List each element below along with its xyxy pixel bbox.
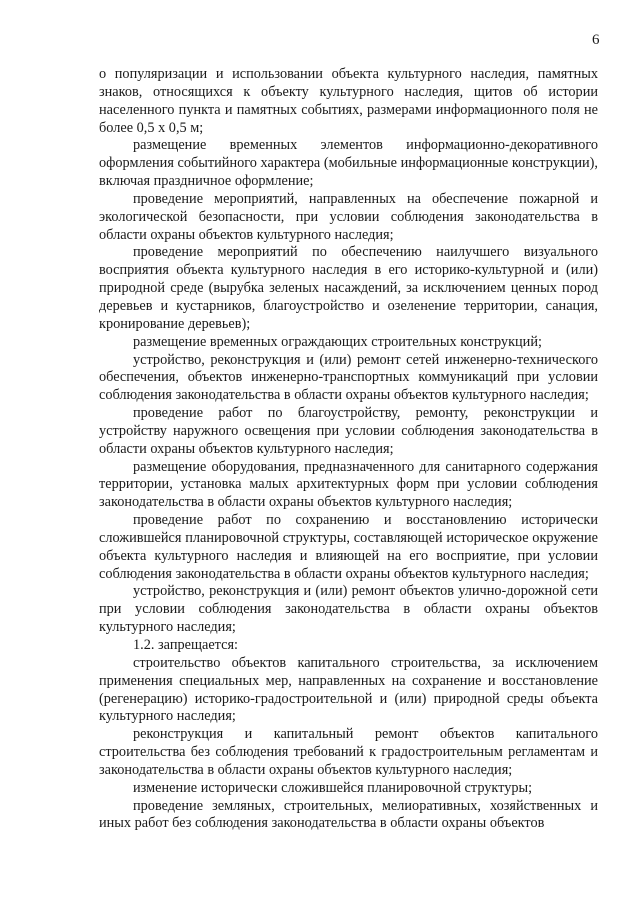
paragraph: размещение временных ограждающих строительных конструкций; — [133, 333, 542, 350]
paragraph: устройство, реконструкция и (или) ремонт сетей инженерно-технического обеспечения, объектов инженерно-транспортных коммуникаций при условии соблюдения законодательства в области охраны объектов культурного наследия; — [99, 351, 598, 404]
paragraph: размещение оборудования, предназначенного для санитарного содержания территории, установка малых архитектурных форм при условии соблюдения законодательства в области охраны объектов культурного наследия; — [99, 458, 598, 511]
paragraph: проведение мероприятий по обеспечению наилучшего визуального восприятия объекта культурного наследия в его историко-культурной и (или) природной среде (вырубка зеленых насаждений, за исключением ценных пород деревьев и кустарников, благоустройство и озеленение территории, санация, кронирование деревьев); — [99, 244, 598, 332]
paragraph: изменение исторически сложившейся планировочной структуры; — [133, 779, 533, 796]
paragraph: реконструкция и капитальный ремонт объектов капитального строительства без соблюдения требований к градостроительным регламентам и законодательства в области охраны объектов культурного наследия; — [99, 726, 598, 778]
paragraph: проведение работ по благоустройству, ремонту, реконструкции и устройству наружного освещения при условии соблюдения законодательства в области охраны объектов культурного наследия; — [99, 405, 598, 457]
paragraph: устройство, реконструкция и (или) ремонт объектов улично-дорожной сети при условии соблюдения законодательства в области охраны объектов культурного наследия; — [99, 583, 598, 636]
paragraph: строительство объектов капитального строительства, за исключением применения специальных мер, направленных на сохранение и восстановление (регенерацию) историко-градостроительной и (или) природной среды объекта культурного наследия; — [99, 654, 598, 725]
paragraph: проведение мероприятий, направленных на обеспечение пожарной и экологической безопасности, при условии соблюдения законодательства в области охраны объектов культурного наследия; — [99, 190, 598, 243]
document-body — [99, 66, 598, 833]
section-heading: 1.2. запрещается: — [133, 637, 238, 653]
paragraph-continued: о популяризации и использовании объекта культурного наследия, памятных знаков, относящихся к объекту культурного наследия, щитов об истории населенного пункта и памятных событиях, размерами информационного поля не более 0,5 х 0,5 м; — [99, 66, 598, 136]
paragraph: размещение временных элементов информационно-декоративного оформления событийного характера (мобильные информационные конструкции), включая праздничное оформление; — [99, 137, 598, 190]
paragraph: проведение работ по сохранению и восстановлению исторически сложившейся планировочной структуры, составляющей историческое окружение объекта культурного наследия и влияющей на его восприятие, при условии соблюдения законодательства в области охраны объектов культурного наследия; — [99, 512, 598, 582]
page-number: 6 — [592, 32, 600, 48]
paragraph: проведение земляных, строительных, мелиоративных, хозяйственных и иных работ без соблюдения законодательства в области охраны объектов — [99, 797, 598, 832]
